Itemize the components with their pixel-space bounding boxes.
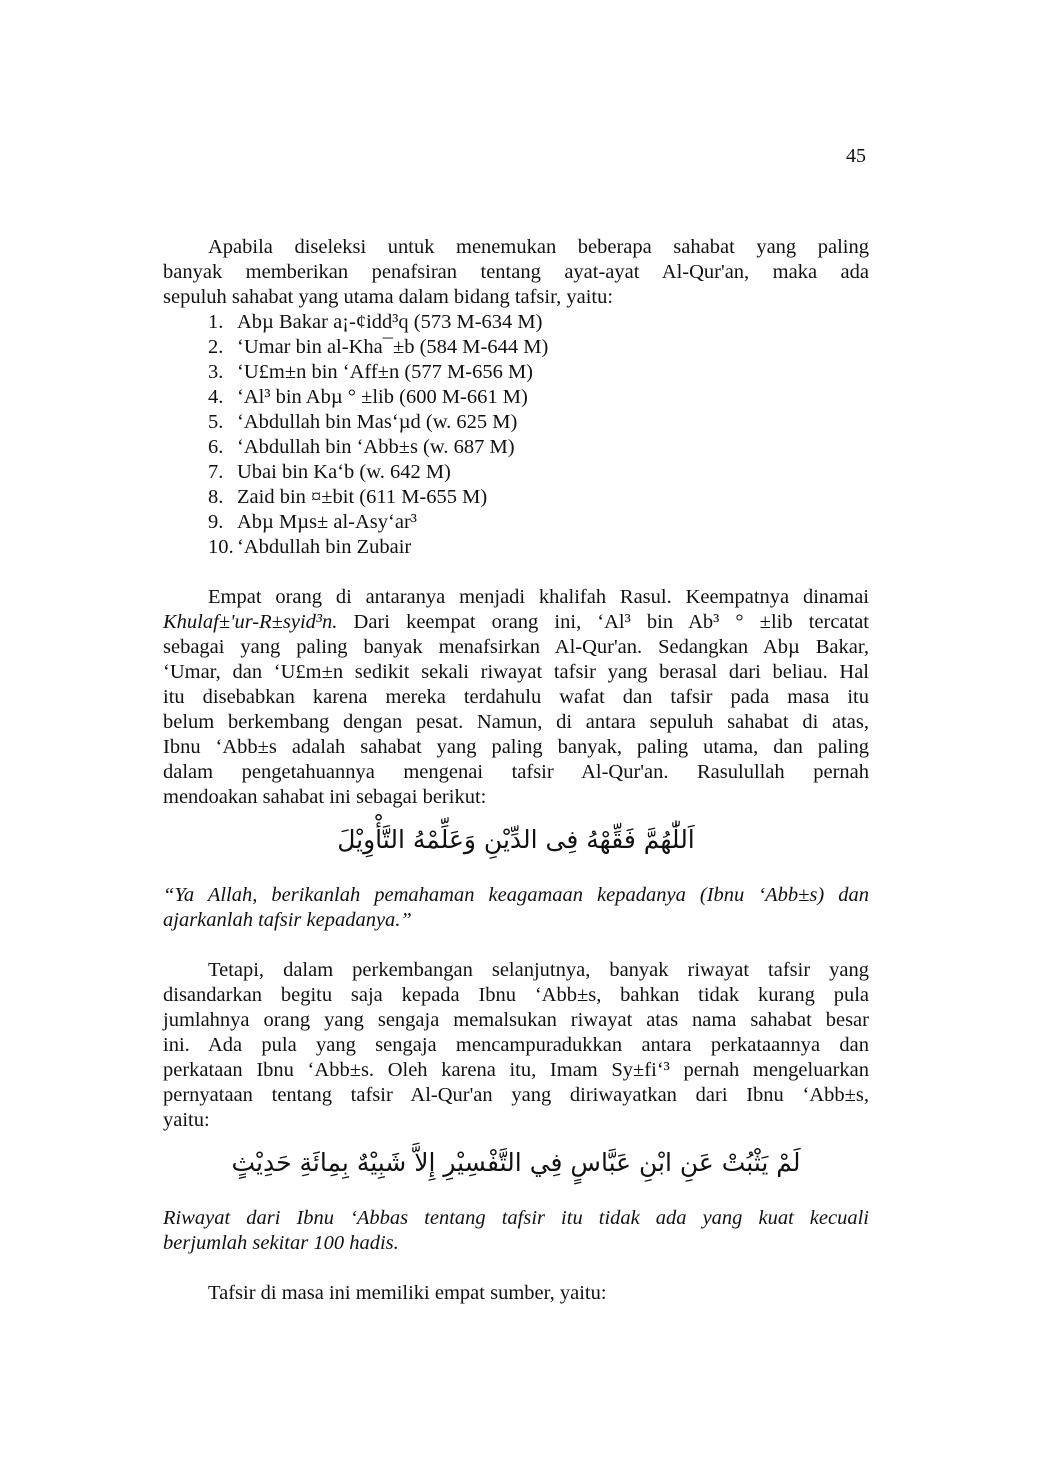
list-number: 6. (208, 436, 224, 458)
list-item (163, 360, 869, 385)
paragraph-4 (163, 1281, 869, 1306)
list-item (163, 485, 869, 510)
text-line: ‘Umar, dan ‘U£m±n sedikit sekali riwayat tafsir yang berasal dari beliau. Hal (163, 661, 869, 683)
list-number: 9. (208, 511, 224, 533)
list-text: ‘Abdullah bin Mas‘µd (w. 625 M) (237, 411, 518, 433)
text-line: dalam pengetahuannya mengenai tafsir Al-Qur'an. Rasulullah pernah (163, 761, 869, 783)
paragraph-1 (163, 235, 869, 310)
list-number: 10. (208, 536, 234, 558)
text-line: banyak memberikan penafsiran tentang ayat-ayat Al-Qur'an, maka ada (163, 261, 869, 283)
translation-2 (163, 1206, 869, 1256)
arabic-statement: لَمْ يَثْبُتْ عَنِ ابْنِ عَبَّاسٍ فِي التَّفْسِيْرِ إِلاَّ شَبِيْهٌ بِمِائَةِ حَدِيْثٍ (231, 1148, 801, 1177)
list-number: 3. (208, 361, 224, 383)
translation-1 (163, 883, 869, 933)
list-item (163, 535, 869, 560)
list-item (163, 410, 869, 435)
page-number: 45 (846, 145, 866, 167)
list-text: Abµ Bakar a¡-¢idd³q (573 M-634 M) (237, 311, 543, 333)
list-item (163, 510, 869, 535)
text-line: Tetapi, dalam perkembangan selanjutnya, banyak riwayat tafsir yang (208, 959, 869, 981)
arabic-prayer: اَللّٰهُمَّ فَقِّهْهُ فِى الدِّيْنِ وَعَلِّمْهُ التَّأْوِيْلَ (337, 825, 695, 854)
list-text: Abµ Mµs± al-Asy‘ar³ (237, 511, 417, 533)
list-number: 8. (208, 486, 224, 508)
list-number: 4. (208, 386, 224, 408)
list-number: 7. (208, 461, 224, 483)
list-item (163, 385, 869, 410)
list-item (163, 310, 869, 335)
list-number: 1. (208, 311, 224, 333)
text-line: perkataan Ibnu ‘Abb±s. Oleh karena itu, Imam Sy±fi‘³ pernah mengeluarkan (163, 1059, 869, 1081)
list-item (163, 460, 869, 485)
list-text: Zaid bin ¤±bit (611 M-655 M) (237, 486, 488, 508)
text-line: sebagai yang paling banyak menafsirkan Al-Qur'an. Sedangkan Abµ Bakar, (163, 636, 869, 658)
list-text: ‘U£m±n bin ‘Aff±n (577 M-656 M) (237, 361, 533, 383)
text-line: “Ya Allah, berikanlah pemahaman keagamaan kepadanya (Ibnu ‘Abb±s) dan (163, 884, 869, 906)
list-text: ‘Abdullah bin Zubair (237, 536, 412, 558)
list-number: 5. (208, 411, 224, 433)
text-line: disandarkan begitu saja kepada Ibnu ‘Abb±s, bahkan tidak kurang pula (163, 984, 869, 1006)
paragraph-3 (163, 958, 869, 1133)
text-line: yaitu: (163, 1109, 210, 1131)
text-line: jumlahnya orang yang sengaja memalsukan riwayat atas nama sahabat besar (163, 1009, 869, 1031)
text-line: Apabila diseleksi untuk menemukan beberapa sahabat yang paling (208, 236, 869, 258)
paragraph-2 (163, 585, 869, 810)
text-line: Ibnu ‘Abb±s adalah sahabat yang paling banyak, paling utama, dan paling (163, 736, 869, 758)
list-text: ‘Umar bin al-Kha¯±b (584 M-644 M) (237, 336, 549, 358)
text-line: Riwayat dari Ibnu ‘Abbas tentang tafsir itu tidak ada yang kuat kecuali (163, 1207, 869, 1229)
text-span: Dari keempat orang ini, ‘Al³ bin Ab³ ° ±lib tercatat (353, 611, 870, 633)
text-line: Empat orang di antaranya menjadi khalifah Rasul. Keempatnya dinamai (208, 586, 869, 608)
list-text: Ubai bin Ka‘b (w. 642 M) (237, 461, 451, 483)
text-line: sepuluh sahabat yang utama dalam bidang tafsir, yaitu: (163, 286, 614, 308)
khulafaur-rasyidin-term: Khulaf±'ur-R±syid³n. (163, 611, 338, 633)
text-line: mendoakan sahabat ini sebagai berikut: (163, 786, 487, 808)
text-line: ajarkanlah tafsir kepadanya.” (163, 909, 412, 931)
text-line: berjumlah sekitar 100 hadis. (163, 1232, 399, 1254)
list-item (163, 435, 869, 460)
list-item (163, 335, 869, 360)
text-line: Tafsir di masa ini memiliki empat sumber, yaitu: (208, 1282, 607, 1304)
text-line: pernyataan tentang tafsir Al-Qur'an yang diriwayatkan dari Ibnu ‘Abb±s, (163, 1084, 869, 1106)
text-line: belum berkembang dengan pesat. Namun, di antara sepuluh sahabat di atas, (163, 711, 869, 733)
list-number: 2. (208, 336, 224, 358)
sahabat-list (163, 310, 869, 560)
text-line: itu disebabkan karena mereka terdahulu wafat dan tafsir pada masa itu (163, 686, 869, 708)
text-line: ini. Ada pula yang sengaja mencampuradukkan antara perkataannya dan (163, 1034, 869, 1056)
list-text: ‘Al³ bin Abµ ° ±lib (600 M-661 M) (237, 386, 528, 408)
text-line (163, 610, 869, 635)
list-text: ‘Abdullah bin ‘Abb±s (w. 687 M) (237, 436, 515, 458)
